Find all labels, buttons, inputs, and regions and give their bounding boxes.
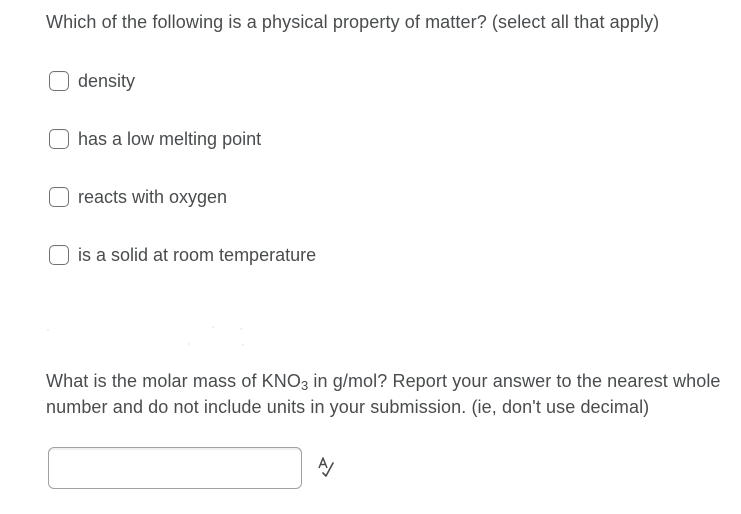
question-2-text-after: in g/mol? Report your answer to the nearest whole number and do not include units in your submission. (ie, don't use decimal): [46, 371, 721, 417]
option-reacts-with-oxygen[interactable]: [49, 185, 227, 209]
question-2-text: [46, 368, 736, 420]
checkbox-icon[interactable]: [49, 245, 69, 265]
question-2-text-before: What is the molar mass of KNO: [46, 371, 301, 391]
option-density[interactable]: [49, 69, 135, 93]
spellcheck-icon[interactable]: [315, 455, 337, 477]
option-label: reacts with oxygen: [78, 186, 228, 207]
checkbox-icon[interactable]: [49, 129, 69, 149]
option-label: density: [78, 70, 136, 91]
faint-specks: [0, 320, 300, 350]
option-solid-room-temperature[interactable]: [49, 243, 316, 267]
answer-input[interactable]: [48, 447, 302, 489]
question-2-subscript: 3: [300, 378, 309, 393]
checkbox-icon[interactable]: [49, 71, 69, 91]
option-label: has a low melting point: [78, 128, 262, 149]
question-1-text: Which of the following is a physical property of matter? (select all that apply): [46, 12, 660, 32]
checkbox-icon[interactable]: [49, 187, 69, 207]
option-low-melting-point[interactable]: [49, 127, 261, 151]
option-label: is a solid at room temperature: [78, 244, 317, 265]
